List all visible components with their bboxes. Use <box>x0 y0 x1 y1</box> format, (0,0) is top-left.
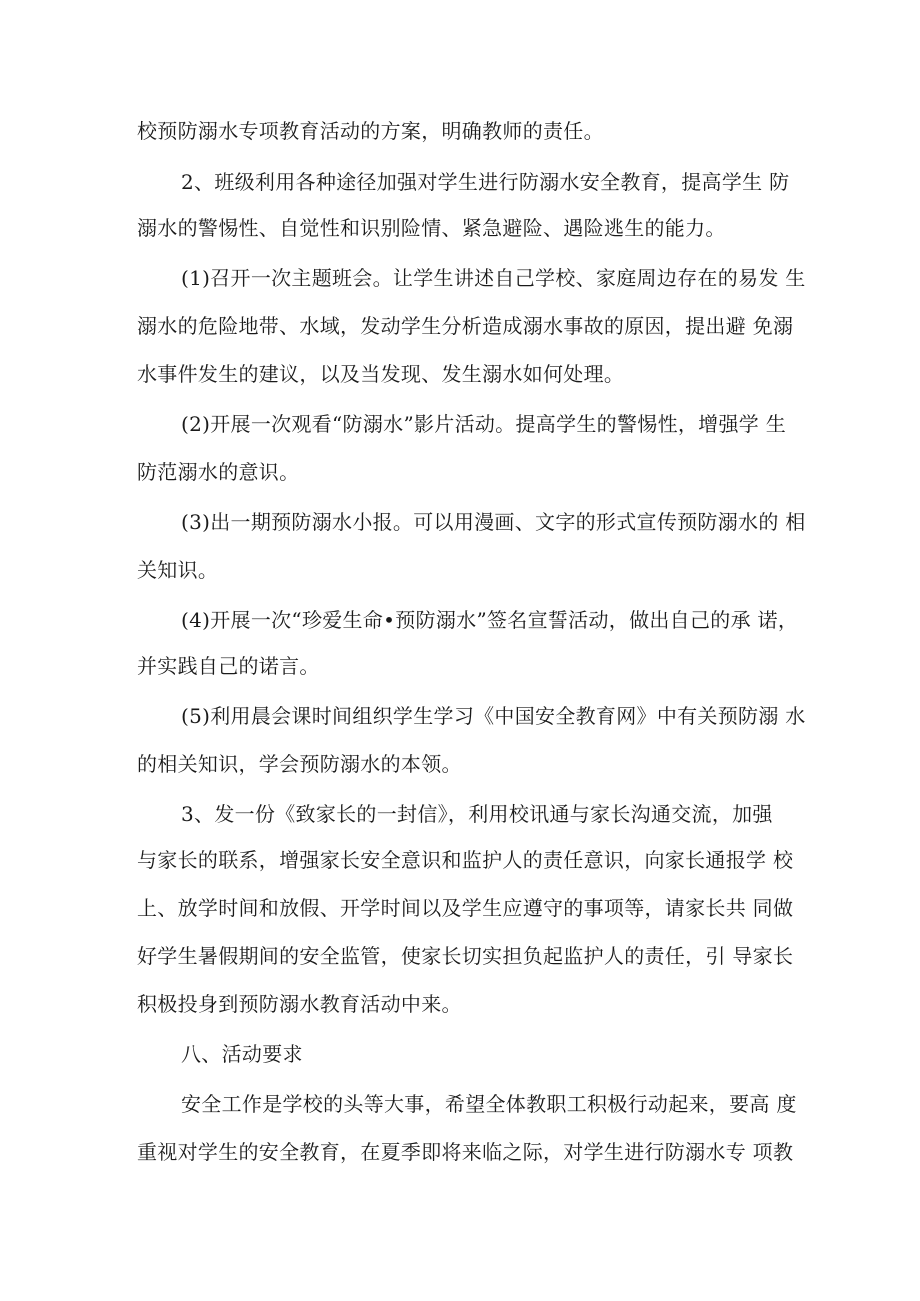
text-line: (5)利用晨会课时间组织学生学习《中国安全教育网》中有关预防溺 水 <box>181 704 806 728</box>
text-line: 溺水的警惕性、自觉性和识别险情、紧急避险、遇险逃生的能力。 <box>137 216 726 240</box>
text-line: 防范溺水的意识。 <box>137 460 300 484</box>
section-heading: 八、活动要求 <box>181 1042 303 1066</box>
text-line: 重视对学生的安全教育，在夏季即将来临之际，对学生进行防溺水专 项教 <box>137 1140 794 1164</box>
text-line: 的相关知识，学会预防溺水的本领。 <box>137 752 462 776</box>
text-line: 校预防溺水专项教育活动的方案，明确教师的责任。 <box>137 119 604 143</box>
text-line: 积极投身到预防溺水教育活动中来。 <box>137 992 462 1016</box>
text-line: 上、放学时间和放假、开学时间以及学生应遵守的事项等，请家长共 同做 <box>137 896 794 920</box>
text-line: (3)出一期预防溺水小报。可以用漫画、文字的形式宣传预防溺水的 相 <box>181 510 806 534</box>
text-line: 3、发一份《致家长的一封信》，利用校讯通与家长沟通交流，加强 <box>181 802 773 826</box>
text-line: (4)开展一次“珍爱生命•预防溺水”签名宣誓活动，做出自己的承 诺， <box>181 608 799 632</box>
text-line: 安全工作是学校的头等大事，希望全体教职工积极行动起来，要高 度 <box>181 1092 797 1116</box>
text-line: 关知识。 <box>137 558 219 582</box>
text-line: (2)开展一次观看“防溺水”影片活动。提高学生的警惕性，增强学 生 <box>181 412 787 436</box>
text-line: 好学生暑假期间的安全监管，使家长切实担负起监护人的责任，引 导家长 <box>137 944 794 968</box>
text-line: 2、班级利用各种途径加强对学生进行防溺水安全教育，提高学生 防 <box>181 170 790 194</box>
text-line: 水事件发生的建议，以及当发现、发生溺水如何处理。 <box>137 362 625 386</box>
text-line: 并实践自己的诺言。 <box>137 654 320 678</box>
text-line: (1)召开一次主题班会。让学生讲述自己学校、家庭周边存在的易发 生 <box>181 266 806 290</box>
text-line: 溺水的危险地带、水域，发动学生分析造成溺水事故的原因，提出避 免溺 <box>137 314 794 338</box>
text-line: 与家长的联系，增强家长安全意识和监护人的责任意识，向家长通报学 校 <box>137 848 794 872</box>
